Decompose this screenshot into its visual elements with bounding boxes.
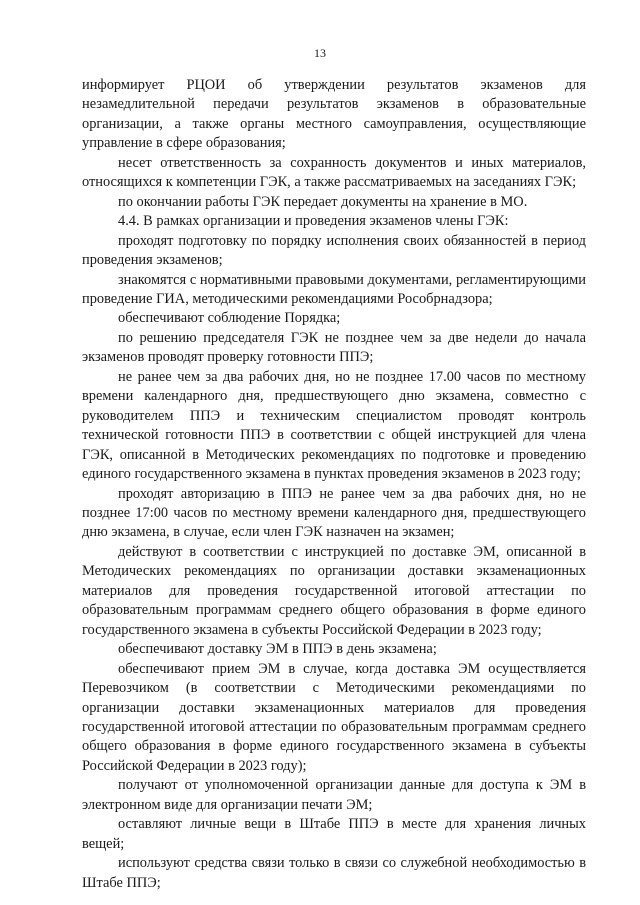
paragraph: получают от уполномоченной организации данные для доступа к ЭМ в электронном виде для организации печати ЭМ; — [82, 777, 586, 813]
paragraph: знакомятся с нормативными правовыми документами, регламентирующими проведение ГИА, методическими рекомендациями Рособрнадзора; — [82, 271, 586, 307]
paragraph: обеспечивают прием ЭМ в случае, когда доставка ЭМ осуществляется Перевозчиком (в соответствии с Методическими рекомендациями по организации доставки экзаменационных материалов для проведения государственной итоговой аттестации по образовательным программам среднего общего образования в форме единого государственного экзамена в субъекты Российской Федерации в 2023 году); — [82, 660, 586, 774]
section-heading: 4.4. В рамках организации и проведения экзаменов члены ГЭК: — [118, 213, 509, 230]
page-number: 13 — [314, 46, 326, 60]
paragraph: оставляют личные вещи в Штабе ППЭ в месте для хранения личных вещей; — [82, 816, 586, 852]
paragraph: обеспечивают соблюдение Порядка; — [118, 310, 341, 327]
paragraph: обеспечивают доставку ЭМ в ППЭ в день экзамена; — [118, 641, 437, 658]
paragraph: по решению председателя ГЭК не позднее чем за две недели до начала экзаменов проводят проверку готовности ППЭ; — [82, 329, 586, 366]
document-body — [82, 76, 586, 893]
paragraph: проходят подготовку по порядку исполнения своих обязанностей в период проведения экзаменов; — [82, 232, 586, 269]
paragraph: проходят авторизацию в ППЭ не ранее чем за два рабочих дня, но не позднее 17:00 часов по местному времени календарного дня, предшествующего дню экзамена, в случае, если член ГЭК назначен на экзамен; — [82, 485, 586, 541]
paragraph: информирует РЦОИ об утверждении результатов экзаменов для незамедлительной передачи результатов экзаменов в образовательные организации, а также органы местного самоуправления, осуществляющие управление в сфере образования; — [82, 77, 586, 152]
paragraph: несет ответственность за сохранность документов и иных материалов, относящихся к компетенции ГЭК, а также рассматриваемых на заседаниях ГЭК; — [82, 154, 586, 191]
paragraph: используют средства связи только в связи со служебной необходимостью в Штабе ППЭ; — [82, 855, 586, 891]
paragraph: не ранее чем за два рабочих дня, но не позднее 17.00 часов по местному времени календарного дня, предшествующего дню экзамена, совместно с руководителем ППЭ и техническим специалистом проводят контроль технической готовности ППЭ в соответствии с общей инструкцией для члена ГЭК, описанной в Методических рекомендациях по подготовке и проведению единого государственного экзамена в пунктах проведения экзаменов в 2023 году; — [82, 368, 586, 483]
paragraph: по окончании работы ГЭК передает документы на хранение в МО. — [118, 193, 528, 210]
paragraph: действуют в соответствии с инструкцией по доставке ЭМ, описанной в Методических рекомендациях по организации доставки экзаменационных материалов для проведения государственной итоговой аттестации по образовательным программам среднего общего образования в форме единого государственного экзамена в субъекты Российской Федерации в 2023 году; — [82, 543, 586, 638]
